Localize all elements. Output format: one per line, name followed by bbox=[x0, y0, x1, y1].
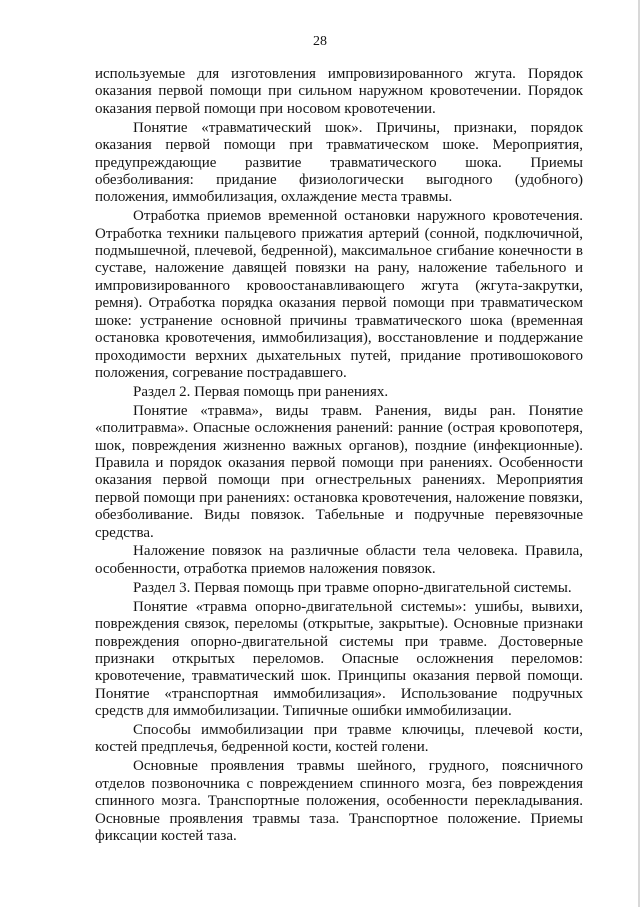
paragraph-3-bleeding-control-practice: Отработка приемов временной остановки наружного кровотечения. Отработка техники пальцевого прижатия артерий (сонной, подключичной, подмышечной, плечевой, бедренной), максимальное сгибание конечности в суставе, наложение давящей повязки на рану, наложение табельного и импровизированного кровоостанавливающего жгута (жгута-закрутки, ремня). Отработка порядка оказания первой помощи при травматическом шоке: устранение основной причины травматического шока (временная остановка кровотечения, иммобилизация), восстановление и поддержание проходимости верхних дыхательных путей, придание противошокового положения, согревание пострадавшего. bbox=[95, 208, 583, 381]
section-heading-3: Раздел 3. Первая помощь при травме опорно-двигательной системы. bbox=[133, 579, 572, 596]
paragraph-9-immobilization-methods: Способы иммобилизации при травме ключицы, плечевой кости, костей предплечья, бедренной кости, костей голени. bbox=[95, 722, 583, 756]
paragraph-10-spine-pelvis-trauma: Основные проявления травмы шейного, грудного, поясничного отделов позвоночника с повреждением спинного мозга, без повреждения спинного мозга. Транспортные положения, особенности перекладывания. Основные проявления травмы таза. Транспортное положение. Приемы фиксации костей таза. bbox=[95, 758, 583, 844]
paragraph-8-musculoskeletal-trauma: Понятие «травма опорно-двигательной системы»: ушибы, вывихи, повреждения связок, переломы (открытые, закрытые). Основные признаки повреждения опорно-двигательной системы при травме. Достоверные признаки открытых переломов. Опасные осложнения переломов: кровотечение, травматический шок. Принципы оказания первой помощи. Понятие «транспортная иммобилизация». Использование подручных средств для иммобилизации. Типичные ошибки иммобилизации. bbox=[95, 598, 583, 720]
paragraph-1-tourniquet-bleeding: используемые для изготовления импровизированного жгута. Порядок оказания первой помощи при сильном наружном кровотечении. Порядок оказания первой помощи при носовом кровотечении. bbox=[95, 66, 583, 117]
paragraph-6-bandaging: Наложение повязок на различные области тела человека. Правила, особенности, отработка приемов наложения повязок. bbox=[95, 543, 583, 577]
page-number: 28 bbox=[313, 34, 327, 49]
paragraph-2-traumatic-shock: Понятие «травматический шок». Причины, признаки, порядок оказания первой помощи при травматическом шоке. Мероприятия, предупреждающие развитие травматического шока. Приемы обезболивания: придание физиологически выгодного (удобного) положения, иммобилизация, охлаждение места травмы. bbox=[95, 119, 583, 206]
text-body bbox=[95, 66, 583, 847]
section-heading-2: Раздел 2. Первая помощь при ранениях. bbox=[133, 383, 389, 400]
paragraph-5-wounds: Понятие «травма», виды травм. Ранения, виды ран. Понятие «политравма». Опасные осложнения ранений: ранние (острая кровопотеря, шок, повреждения жизненно важных органов), поздние (инфекционные). Правила и порядок оказания первой помощи при ранениях. Особенности оказания первой помощи при огнестрельных ранениях. Мероприятия первой помощи при ранениях: остановка кровотечения, наложение повязки, обезболивание. Виды повязок. Табельные и подручные перевязочные средства. bbox=[95, 402, 583, 541]
